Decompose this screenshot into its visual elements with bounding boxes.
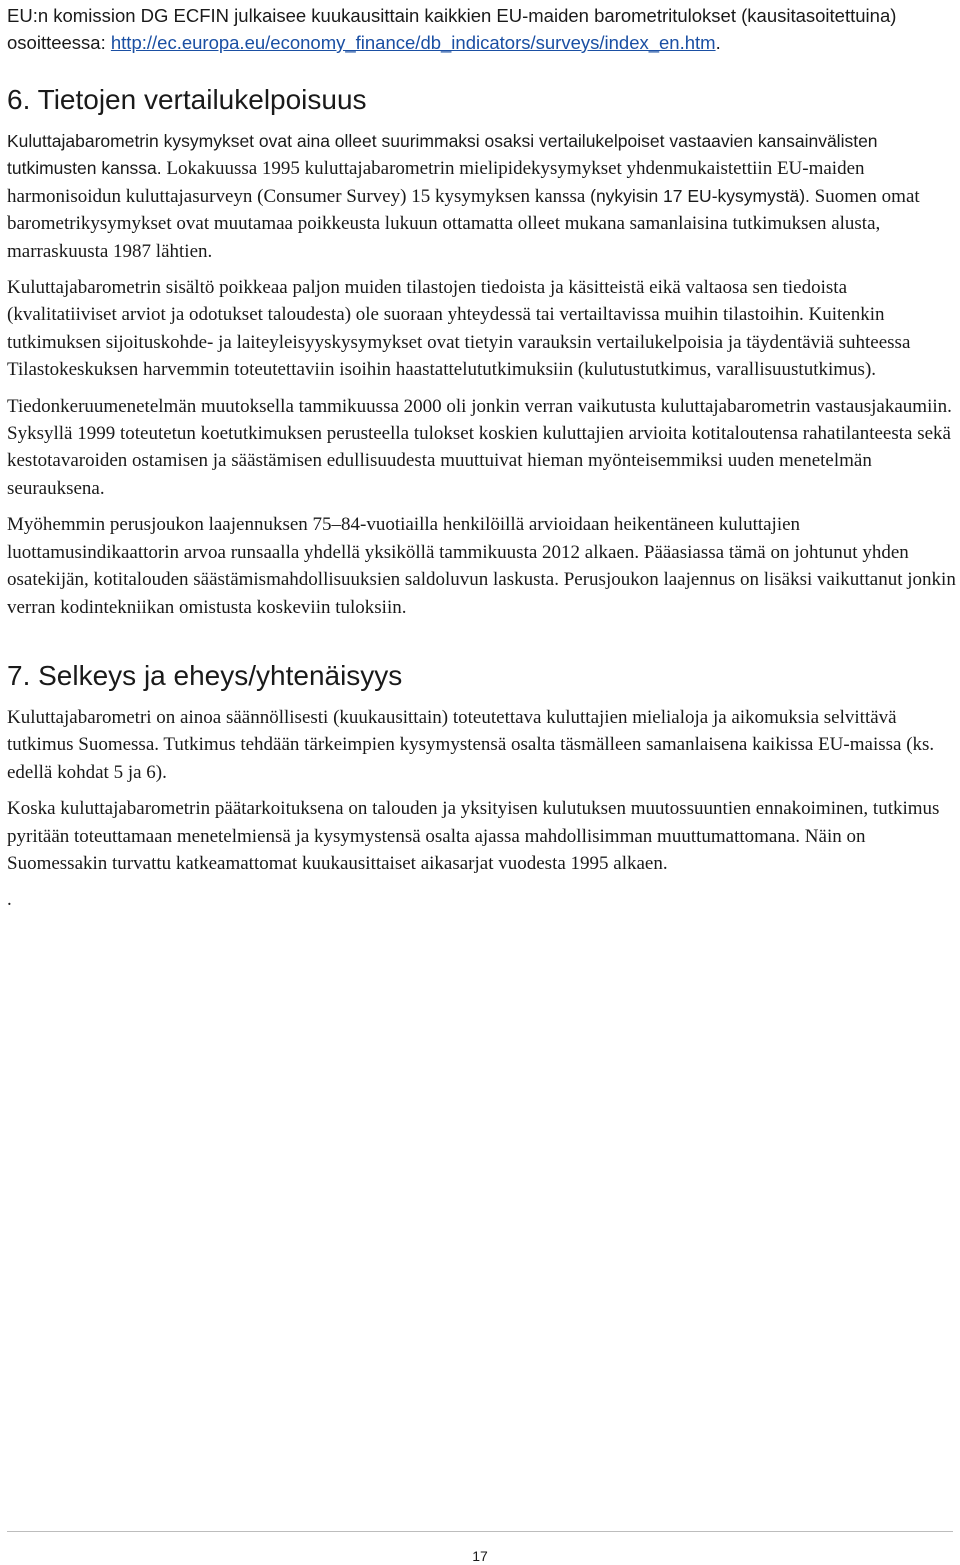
section-6-paragraph-2: Kuluttajabarometrin sisältö poikkeaa paljon muiden tilastojen tiedoista ja käsitteistä eikä valtaosa sen tiedoista (kvalitatiiviset arviot ja odotukset taloudesta) ole suoraan yhteydessä tai vertailtavissa muihin tilastoihin. Kuitenkin tutkimuksen sijoituskohde- ja laiteyleisyyskysymykset ovat tietyin varauksin vertailukelpoisia ja täydentäviä suhteessa Tilastokeskuksen harvemmin toteutettaviin isoihin haastattelututkimuksiin (kulutustutkimus, varallisuustutkimus). [7, 277, 911, 381]
section-7-paragraph-2: Koska kuluttajabarometrin päätarkoituksena on talouden ja yksityisen kulutuksen muutossuuntien ennakoiminen, tutkimus pyritään toteuttamaan menetelmiensä ja kysymystensä osalta ajassa mahdollisimman muuttumattomana. Näin on Suomessakin turvattu katkeamattomat kuukausittaiset aikasarjat vuodesta 1995 alkaen. [7, 798, 940, 874]
section-6-paragraph-4: Myöhemmin perusjoukon laajennuksen 75–84-vuotiailla henkilöillä arvioidaan heikentäneen kuluttajien luottamusindikaattorin arvoa runsaalla yhdellä yksiköllä tammikuusta 2012 alkaen. Pääasiassa tämä on johtunut yhden osatekijän, kotitalouden säästämismahdollisuuksien saldoluvun laskusta. Perusjoukon laajennus on lisäksi vaikuttanut jonkin verran kodintekniikan omistusta koskeviin tuloksiin. [7, 514, 956, 618]
section-6-p1-serif-part-2: Suomen omat barometrikysymykset ovat muutamaa poikkeusta lukuun ottamatta olleet mukana samanlaisina tutkimuksen alusta, marraskuusta 1987 lähtien. [7, 185, 920, 262]
section-7-paragraph-1: Kuluttajabarometri on ainoa säännöllisesti (kuukausittain) toteutettava kuluttajien mielialoja ja aikomuksia selvittävä tutkimus Suomessa. Tutkimus tehdään tärkeimpien kysymystensä osalta täsmälleen samanlaisena kaikissa EU-maissa (ks. edellä kohdat 5 ja 6). [7, 706, 935, 783]
trailing-period: . [7, 889, 12, 911]
section-6-p1-serif-part-1: Lokakuussa 1995 kuluttajabarometrin mielipidekysymykset yhdenmukaistettiin EU-maiden harmonisoidun kuluttajasurveyn (Consumer Survey) 15 kysymyksen kanssa [7, 158, 865, 207]
page-number: 17 [472, 1548, 488, 1564]
section-6-p1-sans-part-2: (nykyisin 17 EU-kysymystä). [590, 185, 810, 206]
intro-period: . [715, 32, 721, 53]
section-6-p1-sans-part-1: Kuluttajabarometrin kysymykset ovat aina olleet suurimmaksi osaksi vertailukelpoiset vastaavien kansainvälisten tutkimusten kanssa. [7, 131, 878, 179]
section-7-heading: 7. Selkeys ja eheys/yhtenäisyys [7, 659, 403, 691]
intro-paragraph [7, 0, 957, 56]
ecfin-surveys-link[interactable]: http://ec.europa.eu/economy_finance/db_indicators/surveys/index_en.htm [110, 32, 716, 53]
document-page [7, 0, 957, 913]
section-6-paragraph-3: Tiedonkeruumenetelmän muutoksella tammikuussa 2000 oli jonkin verran vaikutusta kuluttajabarometrin vastausjakaumiin. Syksyllä 1999 toteutetun koetutkimuksen perusteella tulokset koskien kuluttajien arvioita kotitaloutensa rahatilanteesta sekä kestotavaroiden ostamisen ja säästämisen edullisuudesta muuttuivat hieman myönteisemmiksi uuden menetelmän seurauksena. [7, 395, 952, 499]
footer-divider [7, 1531, 953, 1532]
section-6-heading: 6. Tietojen vertailukelpoisuus [7, 84, 367, 115]
section-6-paragraph-1 [7, 128, 957, 265]
intro-text: EU:n komission DG ECFIN julkaisee kuukausittain kaikkien EU-maiden barometritulokset (kausitasoitettuina) osoitteessa: [7, 5, 897, 53]
